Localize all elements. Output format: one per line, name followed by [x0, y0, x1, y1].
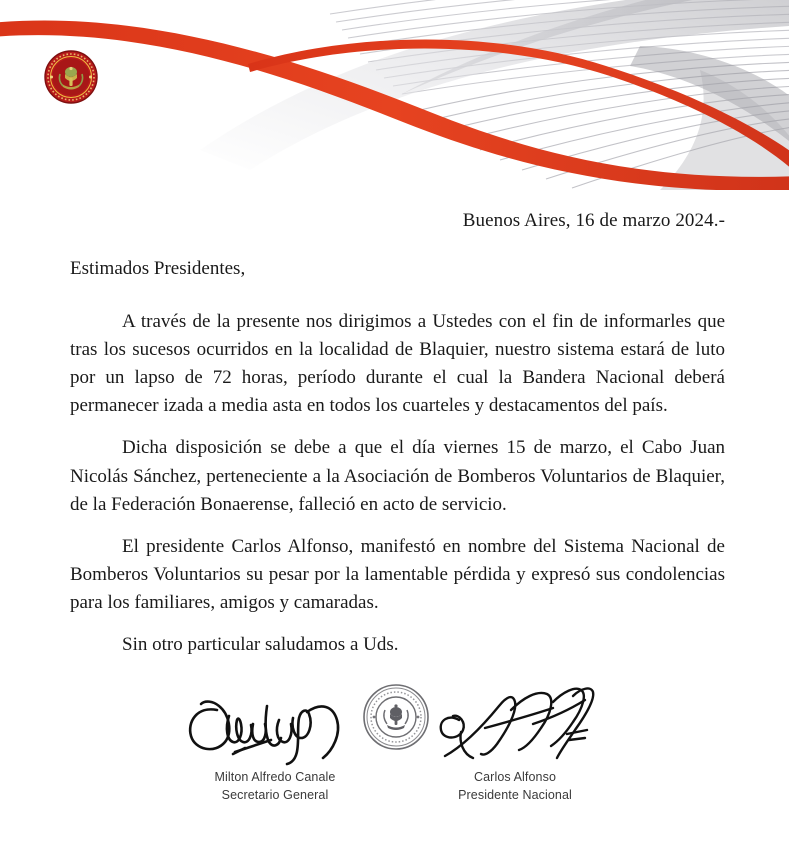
- date-line: Buenos Aires, 16 de marzo 2024.-: [462, 210, 725, 231]
- closing-line: Sin otro particular saludamos a Uds.: [122, 634, 399, 656]
- paragraph-1: A través de la presente nos dirigimos a Ustedes con el fin de informarles que tras los sucesos ocurridos en la localidad de Blaquier, nuestro sistema estará de luto por un lapso de 72 horas, período durante el cual la Bandera Nacional deberá permanecer izada a media asta en todos los cuarteles y destacamentos del país.: [70, 311, 725, 417]
- banner-gray-ribbon-fan: [200, 0, 789, 190]
- document-body: [0, 190, 789, 678]
- handwritten-signature-mark: [160, 676, 390, 768]
- salutation: Estimados Presidentes,: [70, 258, 246, 279]
- signature-group-secretary: [160, 676, 390, 804]
- letter-paragraphs: [0, 308, 789, 659]
- paragraph-3: El presidente Carlos Alfonso, manifestó en nombre del Sistema Nacional de Bomberos Voluntarios su pesar por la lamentable pérdida y expresó sus condolencias para los familiares, amigos y camaradas.: [70, 535, 725, 613]
- signature-group-president: [400, 676, 630, 804]
- handwritten-signature-mark: [400, 676, 630, 768]
- paragraph-2: Dicha disposición se debe a que el día viernes 15 de marzo, el Cabo Juan Nicolás Sánchez, perteneciente a la Asociación de Bomberos Voluntarios de Blaquier, de la Federación Bonaerense, falleció en acto de servicio.: [70, 437, 725, 515]
- signature-name: Carlos Alfonso: [474, 770, 556, 784]
- signature-title: Presidente Nacional: [458, 788, 572, 803]
- signature-name: Milton Alfredo Canale: [214, 770, 336, 784]
- signature-block: [0, 676, 789, 826]
- letterhead-banner: [0, 0, 789, 190]
- organization-crest-logo: [44, 50, 98, 104]
- signature-title: Secretario General: [221, 788, 329, 803]
